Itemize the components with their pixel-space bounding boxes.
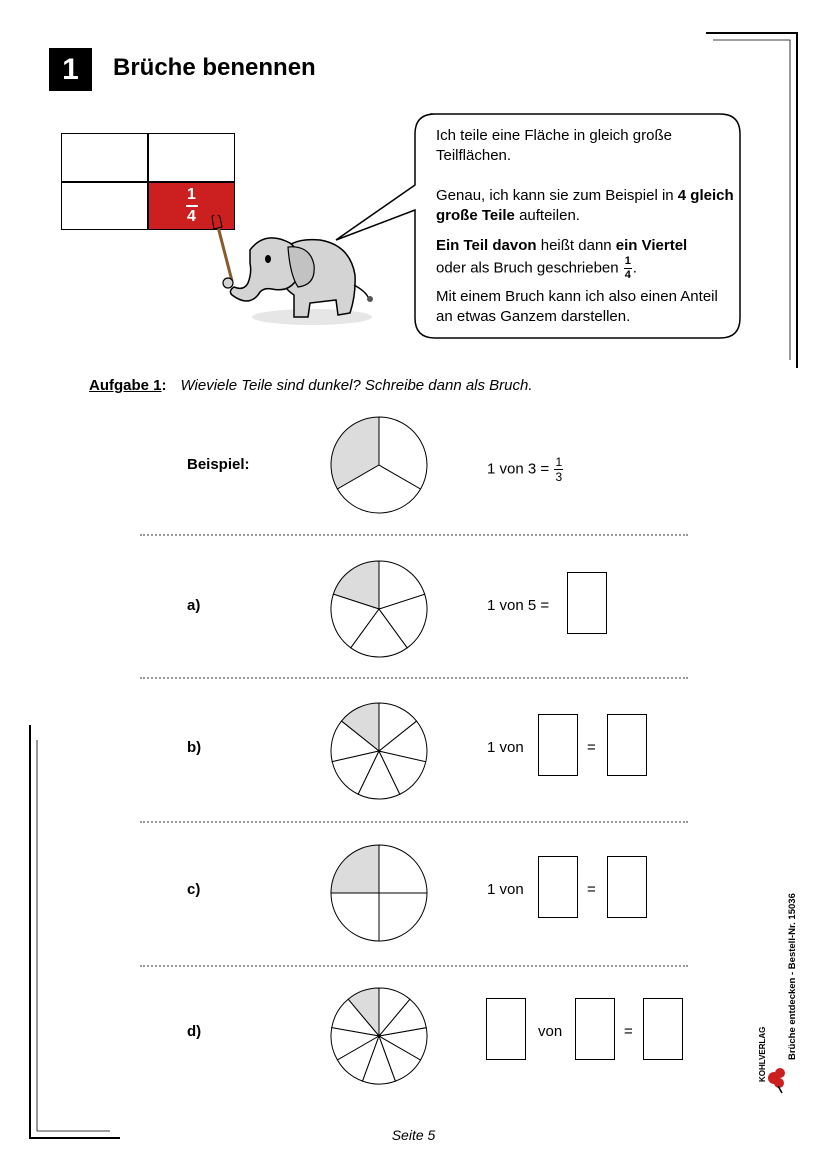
page-title: Brüche benennen [113, 54, 316, 81]
row-label-a: a) [187, 597, 201, 614]
inline-fraction [624, 256, 632, 281]
answer-box[interactable] [643, 998, 683, 1060]
equation-text-b: 1 von [487, 739, 524, 756]
answer-box[interactable] [538, 856, 578, 918]
answer-box[interactable] [567, 572, 607, 634]
pie-slice [331, 893, 379, 941]
equals-sign: = [587, 881, 596, 898]
dotted-divider [140, 677, 688, 679]
bubble-text-run: heißt dann [536, 237, 616, 254]
example-label: Beispiel: [187, 456, 250, 473]
bubble-text-run: Genau, ich kann sie zum Beispiel in [436, 187, 678, 204]
bubble-bold-run: ein Viertel [615, 237, 688, 254]
bubble-paragraph [436, 186, 736, 226]
fraction-denominator: 4 [187, 207, 196, 225]
answer-box[interactable] [486, 998, 526, 1060]
inline-fraction [554, 456, 563, 483]
pie-slice-shaded [331, 845, 379, 893]
fraction-numerator: 1 [624, 255, 631, 267]
grid-cell [148, 133, 235, 182]
bubble-text-run: aufteilen. [514, 207, 580, 224]
grid-cell [61, 182, 148, 231]
bubble-bold-run: 4 gleich große Teile [436, 187, 734, 224]
von-text: von [538, 1023, 563, 1040]
pie-a [329, 559, 429, 659]
pie-slice [379, 845, 427, 893]
speech-bubble-text [436, 126, 736, 327]
example-equation [487, 456, 564, 483]
task-label: Aufgabe 1 [89, 377, 162, 394]
fraction-bar [186, 205, 198, 207]
bubble-text-run: . [632, 259, 637, 277]
bubble-bold-run: Ein Teil davon [436, 237, 537, 254]
pie-example [329, 415, 429, 515]
task-colon: : [161, 377, 167, 394]
fraction-numerator: 1 [187, 186, 196, 203]
equation-text-a: 1 von 5 = [487, 597, 550, 614]
equation-text: 1 von 3 = [487, 460, 554, 478]
bubble-paragraph [436, 236, 736, 281]
sidebar-product-text: Brüche entdecken - Bestell-Nr. 15036 [787, 893, 798, 1060]
logo-icon [766, 1064, 790, 1094]
dotted-divider [140, 821, 688, 823]
equals-sign: = [587, 739, 596, 756]
fraction-numerator: 1 [555, 455, 563, 469]
logo-text: KOHLVERLAG [758, 1026, 767, 1082]
pie-slice [379, 893, 427, 941]
bubble-text-run: oder als Bruch geschrieben [436, 259, 623, 277]
page-number: Seite 5 [391, 1127, 436, 1143]
dotted-divider [140, 965, 688, 967]
row-label-c: c) [187, 881, 201, 898]
answer-box[interactable] [607, 714, 647, 776]
fraction-grid [61, 133, 235, 230]
chapter-number-badge: 1 [49, 48, 92, 91]
pie-d [329, 986, 429, 1086]
bubble-paragraph: Ich teile eine Fläche in gleich große Teilflächen. [436, 127, 672, 164]
answer-box[interactable] [538, 714, 578, 776]
answer-box[interactable] [607, 856, 647, 918]
pie-c [329, 843, 429, 943]
task-heading [89, 377, 533, 394]
equation-text-c: 1 von [487, 881, 524, 898]
fraction-denominator: 3 [555, 470, 563, 484]
grid-cell [61, 133, 148, 182]
equals-sign: = [624, 1023, 633, 1040]
task-instruction: Wieviele Teile sind dunkel? Schreibe dann als Bruch. [180, 377, 533, 394]
bubble-paragraph: Mit einem Bruch kann ich also einen Anteil an etwas Ganzem darstellen. [436, 288, 718, 325]
pie-b [329, 701, 429, 801]
fraction-denominator: 4 [624, 269, 631, 281]
dotted-divider [140, 534, 688, 536]
row-label-b: b) [187, 739, 202, 756]
answer-box[interactable] [575, 998, 615, 1060]
row-label-d: d) [187, 1023, 202, 1040]
